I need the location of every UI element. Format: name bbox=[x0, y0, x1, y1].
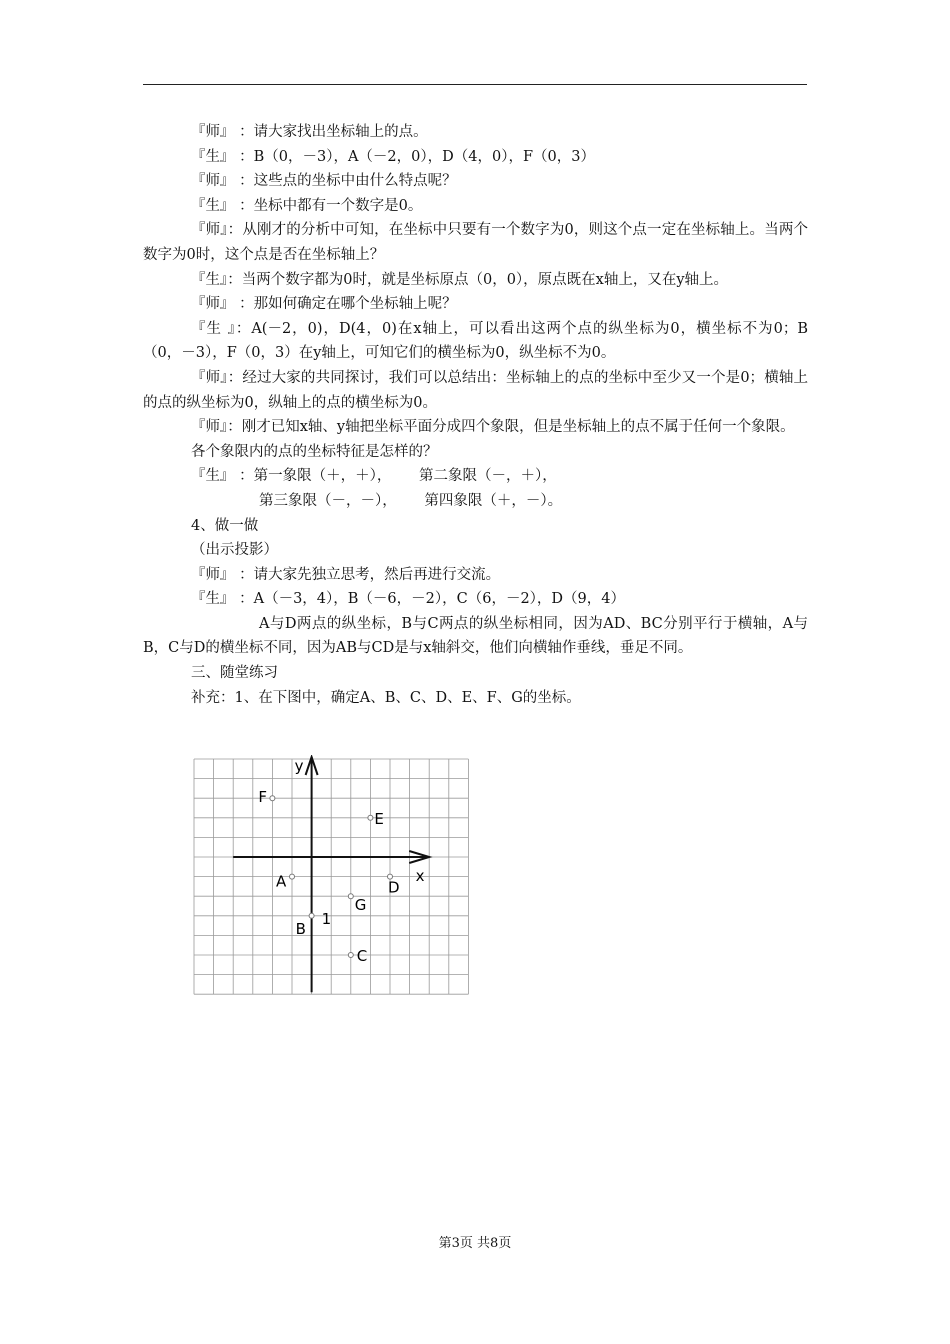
line-5: 『师』：从刚才的分析中可知，在坐标中只要有一个数字为0，则这个点一定在坐标轴上。当两个数字为0时，这个点是否在坐标轴上？ bbox=[143, 222, 808, 263]
point-label-F: F bbox=[258, 788, 268, 807]
line-10: 『师』：刚才已知x轴、y轴把坐标平面分成四个象限，但是坐标轴上的点不属于任何一个象限。 bbox=[191, 419, 795, 436]
line-12: 『生』 ：第一象限（＋，＋）， 第二象限（－，＋）， bbox=[191, 468, 557, 485]
line-18: A与D两点的纵坐标，B与C两点的纵坐标相同，因为AD、BC分别平行于横轴，A与B，C与D的横坐标不同，因为AB与CD是与x轴斜交，他们向横轴作垂线，垂足不同。 bbox=[143, 615, 808, 657]
line-6: 『生』：当两个数字都为0时，就是坐标原点（0，0），原点既在x轴上，又在y轴上。 bbox=[191, 271, 729, 288]
line-17: 『生』 ：A（－3，4），B（－6，－2），C（6，－2），D（9，4） bbox=[191, 591, 626, 608]
point-B bbox=[309, 913, 314, 918]
lesson-content bbox=[143, 120, 808, 710]
page-footer: 第3页 共8页 bbox=[438, 1236, 512, 1251]
point-F bbox=[270, 796, 275, 801]
point-C bbox=[348, 953, 353, 958]
line-13: 第三象限（－，－）， 第四象限（＋，－）。 bbox=[259, 492, 563, 509]
point-label-C: C bbox=[356, 947, 368, 965]
line-14: 4、做一做 bbox=[191, 517, 259, 534]
line-20: 补充：1、在下图中，确定A、B、C、D、E、F、G的坐标。 bbox=[191, 689, 581, 706]
line-16: 『师』 ：请大家先独立思考，然后再进行交流。 bbox=[191, 566, 501, 583]
unit-label: 1 bbox=[321, 909, 332, 928]
line-11: 各个象限内的点的坐标特征是怎样的？ bbox=[191, 443, 438, 460]
line-4: 『生』 ：坐标中都有一个数字是0。 bbox=[191, 197, 423, 214]
point-label-G: G bbox=[354, 896, 367, 915]
line-2: 『生』 ：B（0，－3），A（－2，0），D（4，0），F（0，3） bbox=[191, 148, 595, 165]
point-label-B: B bbox=[295, 919, 306, 938]
line-3: 『师』 ：这些点的坐标中由什么特点呢？ bbox=[191, 173, 457, 190]
point-label-A: A bbox=[276, 872, 287, 891]
line-15: （出示投影） bbox=[191, 542, 278, 559]
x-axis-label: x bbox=[415, 867, 425, 885]
line-9: 『师』：经过大家的共同探讨，我们可以总结出：坐标轴上的点的坐标中至少又一个是0；横轴上的点的纵坐标为0，纵轴上的点的横坐标为0。 bbox=[143, 369, 808, 411]
line-7: 『师』 ：那如何确定在哪个坐标轴上呢？ bbox=[191, 296, 457, 313]
point-E bbox=[368, 815, 373, 820]
line-8: 『生 』：A(－2，0)，D(4，0)在x轴上，可以看出这两个点的纵坐标为0，横坐标不为0；B（0，－3），F（0，3）在y轴上，可知它们的横坐标为0，纵坐标不为0。 bbox=[143, 320, 808, 362]
point-label-D: D bbox=[388, 878, 400, 897]
point-G bbox=[348, 894, 353, 899]
coordinate-figure bbox=[190, 755, 472, 999]
point-label-E: E bbox=[374, 809, 384, 828]
coordinate-grid bbox=[190, 755, 472, 999]
header-rule bbox=[143, 84, 807, 85]
line-19: 三、随堂练习 bbox=[191, 665, 278, 682]
y-axis-label: y bbox=[294, 757, 304, 775]
point-A bbox=[290, 874, 295, 879]
line-1: 『师』 ：请大家找出坐标轴上的点。 bbox=[191, 124, 428, 140]
